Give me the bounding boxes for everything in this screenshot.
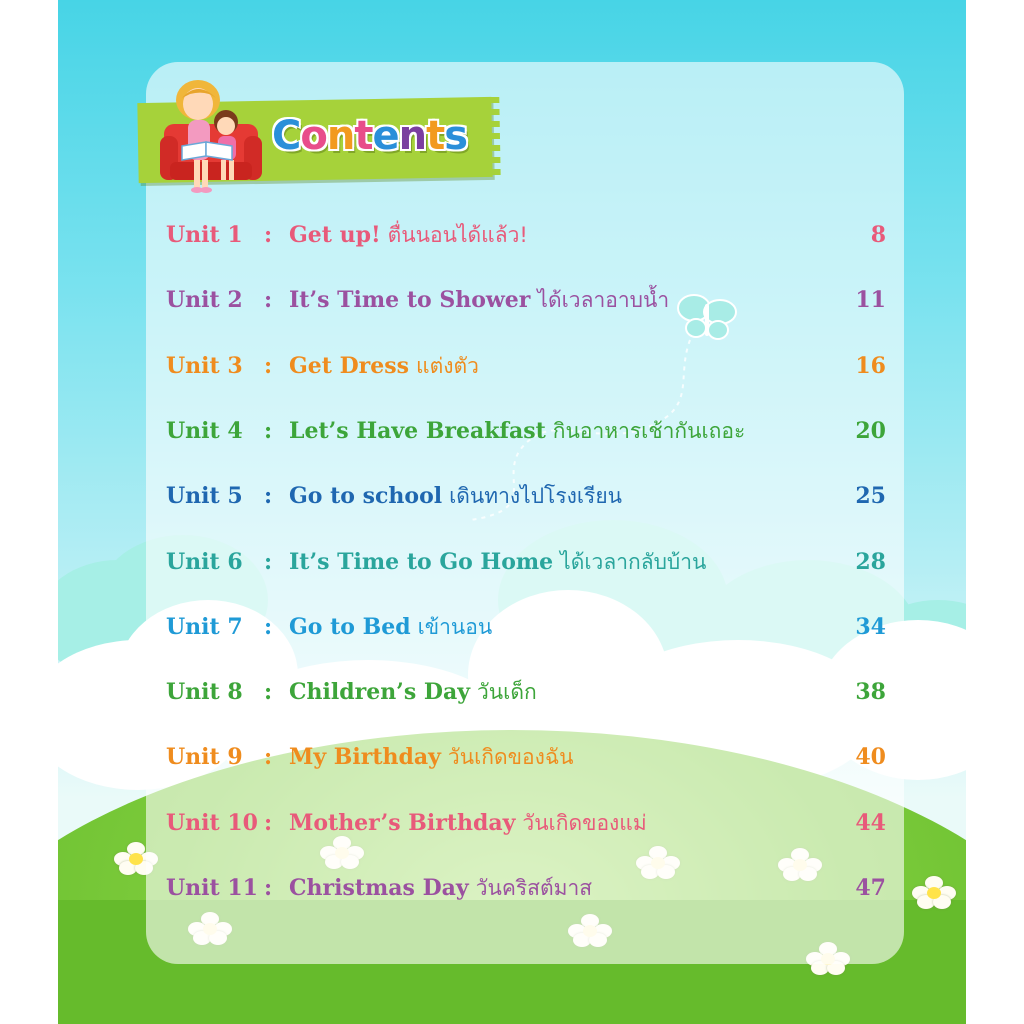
unit-title-english: My Birthday: [289, 744, 441, 771]
toc-row[interactable]: [0, 740, 1024, 774]
page-number: 16: [855, 352, 886, 379]
unit-label: Unit 7: [166, 613, 243, 640]
page-number: 28: [855, 548, 886, 575]
unit-title-english: It’s Time to Go Home: [289, 548, 554, 575]
title-letter: t: [426, 113, 445, 159]
unit-label: Unit 3: [166, 352, 243, 379]
page-number: 38: [855, 679, 886, 706]
separator: :: [264, 809, 273, 836]
page-number: 34: [855, 613, 886, 640]
unit-title-thai: วันเกิดของแม่: [522, 810, 647, 835]
unit-title-english: Christmas Day: [289, 875, 469, 901]
toc-row[interactable]: [0, 545, 1024, 579]
unit-title-english: Get Dress: [289, 352, 410, 379]
unit-title-english: It’s Time to Shower: [289, 287, 531, 314]
page-number: 47: [855, 875, 886, 901]
unit-label: Unit 6: [166, 548, 243, 575]
separator: :: [264, 613, 273, 640]
separator: :: [264, 875, 273, 901]
unit-title: [289, 610, 492, 645]
toc-row[interactable]: [0, 283, 1024, 317]
page-number: 44: [855, 809, 886, 836]
toc-row[interactable]: [0, 675, 1024, 709]
unit-label: Unit 4: [166, 417, 243, 444]
unit-title: [289, 349, 479, 384]
unit-label: Unit 9: [166, 744, 243, 771]
toc-row[interactable]: [0, 871, 1024, 905]
separator: :: [264, 222, 273, 248]
unit-title: [289, 675, 537, 710]
unit-title: [289, 479, 622, 514]
unit-title-english: Get up!: [289, 222, 381, 248]
separator: :: [264, 744, 273, 771]
toc-row[interactable]: [0, 610, 1024, 644]
page-number: 8: [870, 222, 886, 248]
unit-title: [289, 806, 647, 841]
unit-label: Unit 5: [166, 483, 243, 510]
separator: :: [264, 679, 273, 706]
toc-row[interactable]: [0, 806, 1024, 840]
unit-title-thai: เดินทางไปโรงเรียน: [449, 484, 622, 509]
unit-title-thai: ได้เวลากลับบ้าน: [560, 549, 707, 574]
unit-title-thai: วันเด็ก: [477, 680, 537, 705]
unit-label: Unit 11: [166, 875, 258, 901]
title-letter: n: [398, 113, 427, 159]
title-letter: o: [300, 113, 327, 159]
separator: :: [264, 287, 273, 314]
separator: :: [264, 417, 273, 444]
page-number: 40: [855, 744, 886, 771]
unit-title-thai: แต่งตัว: [416, 353, 479, 378]
unit-label: Unit 10: [166, 809, 258, 836]
title-letter: n: [326, 113, 355, 159]
separator: :: [264, 352, 273, 379]
title-letter: e: [372, 113, 399, 159]
unit-title: [289, 414, 745, 449]
page-number: 20: [855, 417, 886, 444]
unit-title-thai: ตื่นนอนได้แล้ว!: [387, 223, 528, 247]
toc-row[interactable]: [0, 414, 1024, 448]
page-number: 25: [855, 483, 886, 510]
unit-title-thai: วันคริสต์มาส: [475, 876, 593, 900]
unit-title-english: Let’s Have Breakfast: [289, 417, 546, 444]
unit-title-thai: เข้านอน: [417, 614, 493, 639]
unit-title: [289, 740, 573, 775]
unit-title: [289, 871, 592, 906]
unit-title: [289, 545, 706, 580]
unit-label: Unit 1: [166, 222, 243, 248]
toc-row[interactable]: [0, 479, 1024, 513]
toc-row[interactable]: [0, 218, 1024, 252]
toc-row[interactable]: [0, 349, 1024, 383]
title-letter: s: [444, 113, 468, 159]
unit-label: Unit 8: [166, 679, 243, 706]
unit-title: [289, 218, 528, 253]
unit-title-english: Mother’s Birthday: [289, 809, 516, 836]
unit-title-thai: ได้เวลาอาบน้ำ: [537, 288, 670, 313]
separator: :: [264, 483, 273, 510]
unit-title-english: Children’s Day: [289, 679, 471, 706]
unit-title-thai: วันเกิดของฉัน: [447, 745, 574, 770]
separator: :: [264, 548, 273, 575]
unit-title-thai: กินอาหารเช้ากันเถอะ: [552, 418, 746, 443]
page-number: 11: [855, 287, 886, 314]
title-letter: t: [354, 113, 373, 159]
unit-label: Unit 2: [166, 287, 243, 314]
unit-title: [289, 283, 669, 318]
unit-title-english: Go to Bed: [289, 613, 411, 640]
title-letter: C: [272, 113, 301, 159]
unit-title-english: Go to school: [289, 483, 443, 510]
